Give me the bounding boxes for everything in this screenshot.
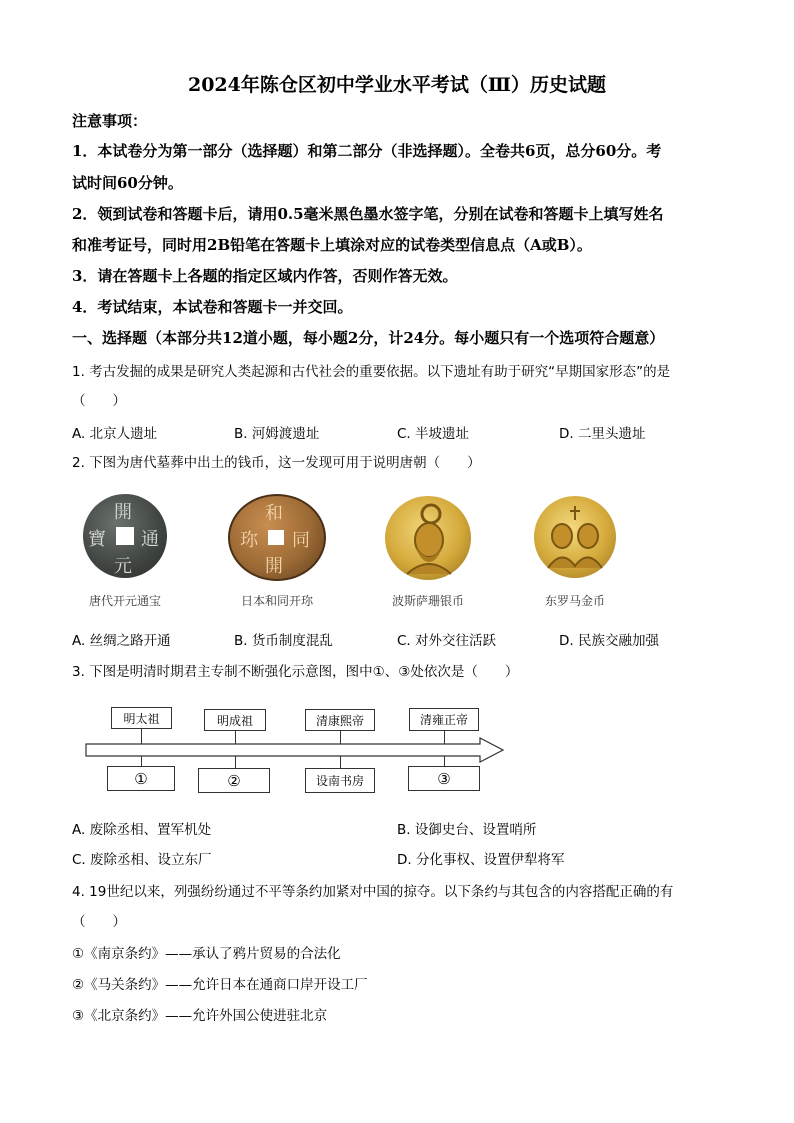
timeline-blank-3: ③ <box>408 766 480 791</box>
q3-option-b[interactable]: B. 设御史台、设置哨所 <box>397 822 537 838</box>
connector <box>444 731 445 744</box>
kaiyuan-coin-image <box>83 494 167 578</box>
connector <box>444 756 445 766</box>
section-heading: 一、选择题（本部分共12道小题，每小题2分，计24分。每小题只有一个选项符合题意） <box>72 329 665 347</box>
coin-caption: 日本和同开珎 <box>240 594 313 608</box>
king-portrait-icon <box>385 496 471 580</box>
q2-option-b[interactable]: B. 货币制度混乱 <box>234 633 333 649</box>
coin-caption: 东罗马金币 <box>544 594 605 608</box>
timeline-top-box: 明成祖 <box>204 709 266 731</box>
connector <box>141 728 142 744</box>
timeline-bottom-box: 设南书房 <box>305 768 375 793</box>
q3-option-a[interactable]: A. 废除丞相、置军机处 <box>72 822 212 838</box>
coin-glyph: 同 <box>292 530 310 551</box>
note-2: 2．领到试卷和答题卡后，请用0.5毫米黑色墨水签字笔，分别在试卷和答题卡上填写姓名 <box>72 205 664 223</box>
coin-glyph: 寶 <box>88 529 106 550</box>
note-1: 1．本试卷分为第一部分（选择题）和第二部分（非选择题）。全卷共6页，总分60分。考 <box>72 142 662 160</box>
note-4: 4．考试结束，本试卷和答题卡一并交回。 <box>72 298 353 316</box>
q1-stem-paren: （ ） <box>72 393 126 409</box>
timeline-top-box: 清康熙帝 <box>305 709 375 731</box>
connector <box>141 756 142 766</box>
connector <box>235 756 236 768</box>
q4-item: ①《南京条约》——承认了鸦片贸易的合法化 <box>72 946 341 962</box>
q2-option-d[interactable]: D. 民族交融加强 <box>559 633 659 649</box>
timeline-top-box: 清雍正帝 <box>409 708 479 731</box>
coin-glyph: 通 <box>141 529 159 550</box>
q4-stem: 4. 19世纪以来，列强纷纷通过不平等条约加紧对中国的掠夺。以下条约与其包含的内容搭配正确的有 <box>72 884 674 900</box>
q2-option-a[interactable]: A. 丝绸之路开通 <box>72 633 171 649</box>
coin-glyph: 和 <box>265 503 283 524</box>
coin-glyph: 珎 <box>240 530 258 551</box>
q3-option-d[interactable]: D. 分化事权、设置伊犁将军 <box>397 852 565 868</box>
wadokaichin-coin-image <box>228 494 326 581</box>
notes-heading: 注意事项： <box>72 112 148 130</box>
q1-stem: 1. 考古发掘的成果是研究人类起源和古代社会的重要依据。以下遗址有助于研究“早期国家形态”的是 <box>72 364 671 380</box>
connector <box>235 731 236 744</box>
q3-option-c[interactable]: C. 废除丞相、设立东厂 <box>72 852 212 868</box>
q2-option-c[interactable]: C. 对外交往活跃 <box>397 633 497 649</box>
q1-option-c[interactable]: C. 半坡遗址 <box>397 426 470 442</box>
coin-caption: 唐代开元通宝 <box>88 594 161 608</box>
page-title: 2024年陈仓区初中学业水平考试（Ⅲ）历史试题 <box>187 74 607 96</box>
note-2-cont: 和准考证号，同时用2B铅笔在答题卡上填涂对应的试卷类型信息点（A或B）。 <box>72 236 592 254</box>
connector <box>340 756 341 768</box>
q4-item: ③《北京条约》——允许外国公使进驻北京 <box>72 1008 328 1024</box>
timeline-blank-1: ① <box>107 766 175 791</box>
sasanian-coin-image <box>385 496 471 580</box>
timeline-top-box: 明太祖 <box>111 707 172 729</box>
q2-stem: 2. 下图为唐代墓葬中出土的钱币，这一发现可用于说明唐朝（ ） <box>72 455 481 471</box>
coin-glyph: 開 <box>114 502 132 523</box>
q4-item: ②《马关条约》——允许日本在通商口岸开设工厂 <box>72 977 368 993</box>
q4-stem-paren: （ ） <box>72 914 126 930</box>
q3-stem: 3. 下图是明清时期君主专制不断强化示意图，图中①、③处依次是（ ） <box>72 664 519 680</box>
coin-glyph: 開 <box>265 556 283 577</box>
byzantine-coin-image <box>534 496 616 578</box>
q1-option-b[interactable]: B. 河姆渡遗址 <box>234 426 320 442</box>
coin-glyph: 元 <box>114 556 132 577</box>
coin-caption: 波斯萨珊银币 <box>391 594 464 608</box>
connector <box>340 731 341 744</box>
emperors-portrait-icon <box>534 496 616 578</box>
q1-option-d[interactable]: D. 二里头遗址 <box>559 426 646 442</box>
note-3: 3．请在答题卡上各题的指定区域内作答，否则作答无效。 <box>72 267 458 285</box>
note-1-cont: 试时间60分钟。 <box>72 174 183 192</box>
timeline-arrow <box>84 737 506 763</box>
timeline-blank-2: ② <box>198 768 270 793</box>
q1-option-a[interactable]: A. 北京人遗址 <box>72 426 158 442</box>
